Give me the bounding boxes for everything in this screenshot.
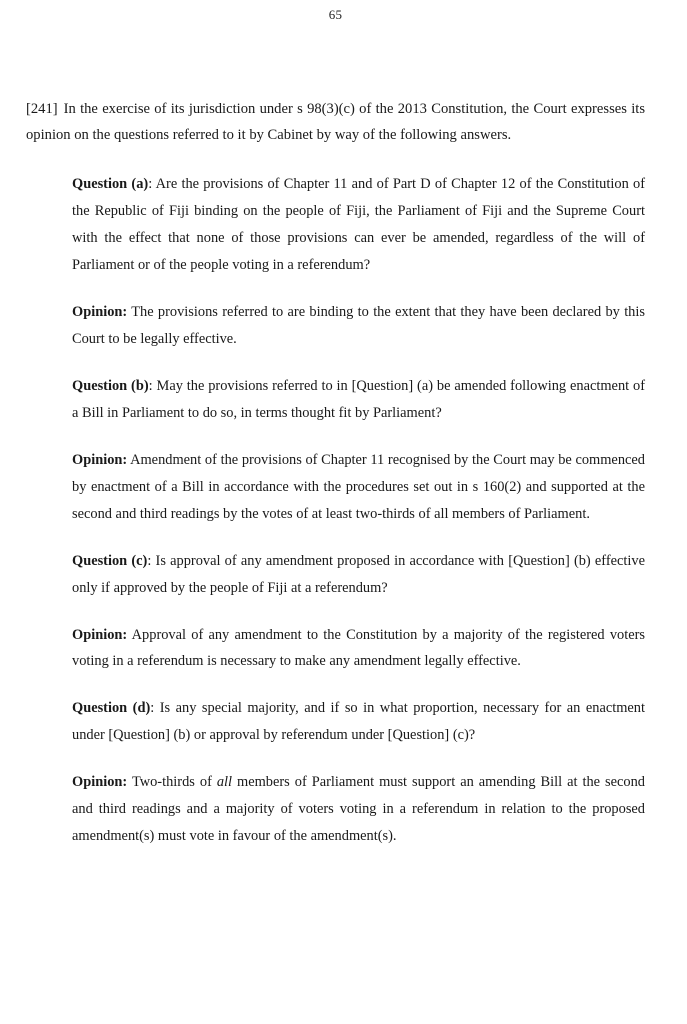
question-d-label: Question (d) — [72, 700, 151, 717]
lead-paragraph — [24, 97, 647, 148]
opinion-a-label: Opinion: — [72, 304, 128, 321]
opinion-d-text-before: Two-thirds of — [131, 774, 217, 791]
question-a-label: Question (a) — [72, 176, 149, 193]
document-body — [24, 97, 647, 850]
opinion-b-label: Opinion: — [72, 451, 128, 468]
question-a — [72, 171, 645, 279]
opinion-d-text-after: members of Parliament must support an amending Bill at the second and third readings and a majority of voters voting in a referendum in relation to the proposed amendment(s) must vote in favour of the amendment(s). — [72, 774, 645, 845]
question-d-label-suffix: : — [150, 700, 155, 717]
question-b-text: May the provisions referred to in [Question] (a) be amended following enactment of a Bill in Parliament to do so, in terms thought fit by Parliament? — [72, 377, 645, 421]
opinion-d-italic-word: all — [216, 774, 233, 791]
question-c-text: Is approval of any amendment proposed in accordance with [Question] (b) effective only if approved by the people of Fiji at a referendum? — [72, 552, 645, 596]
opinion-c-label: Opinion: — [72, 626, 128, 643]
question-d-text: Is any special majority, and if so in what proportion, necessary for an enactment under [Question] (b) or approval by referendum under [Question] (c)? — [72, 700, 646, 744]
opinion-c-text: Approval of any amendment to the Constitution by a majority of the registered voters voting in a referendum is necessary to make any amendment legally effective. — [72, 626, 645, 670]
question-d — [72, 695, 645, 749]
opinion-c — [72, 622, 645, 676]
opinion-a — [72, 299, 645, 353]
paragraph-number: [241] — [26, 101, 58, 117]
question-c-label-suffix: : — [147, 552, 152, 569]
opinion-d — [72, 769, 645, 850]
question-c — [72, 548, 645, 602]
question-a-label-suffix: : — [148, 176, 153, 193]
opinion-b — [72, 447, 645, 528]
question-answer-list — [24, 171, 647, 850]
question-a-text: Are the provisions of Chapter 11 and of Part D of Chapter 12 of the Constitution of the Republic of Fiji binding on the people of Fiji, the Parliament of Fiji and the Supreme Court with the effect that none of those provisions can ever be amended, regardless of the will of Parliament or of the people voting in a referendum? — [72, 176, 645, 274]
question-b-label: Question (b) — [72, 377, 149, 394]
opinion-b-text: Amendment of the provisions of Chapter 11 recognised by the Court may be commenced by enactment of a Bill in accordance with the procedures set out in s 160(2) and supported at the second and third readings by the votes of at least two-thirds of all members of Parliament. — [72, 451, 645, 522]
lead-paragraph-text: In the exercise of its jurisdiction under s 98(3)(c) of the 2013 Constitution, the Court expresses its opinion on the questions referred to it by Cabinet by way of the following answers. — [26, 101, 645, 143]
page-number: 65 — [328, 7, 343, 22]
question-b-label-suffix: : — [148, 377, 153, 394]
question-c-label: Question (c) — [72, 552, 148, 569]
opinion-d-label: Opinion: — [72, 774, 128, 791]
opinion-a-text: The provisions referred to are binding to the extent that they have been declared by this Court to be legally effective. — [72, 304, 645, 348]
question-b — [72, 373, 645, 427]
